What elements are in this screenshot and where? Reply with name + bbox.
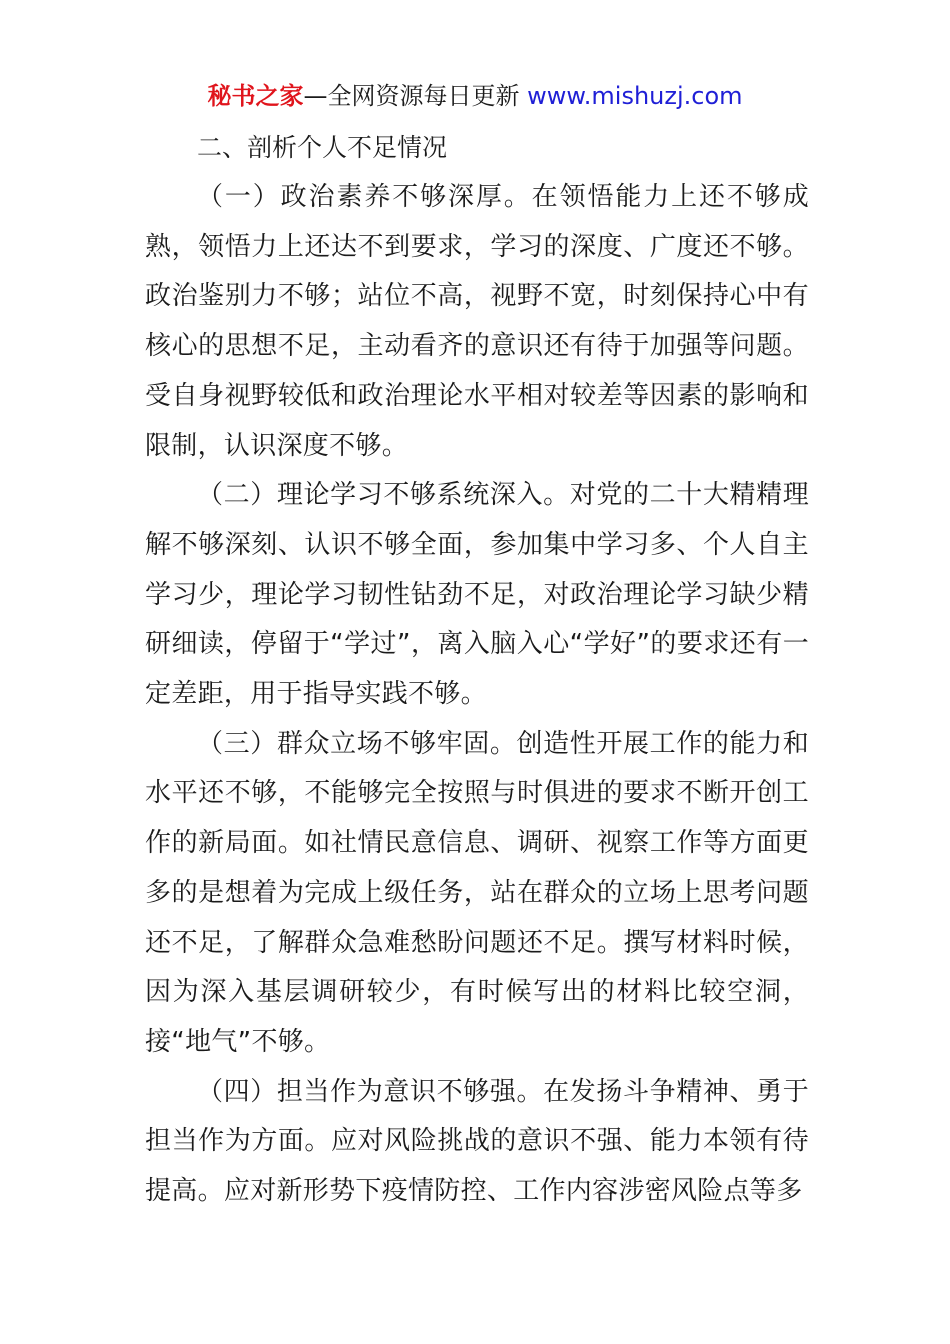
site-url-link[interactable]: www.mishuzj.com [527, 82, 743, 110]
paragraph-mass-stance: （三）群众立场不够牢固。创造性开展工作的能力和水平还不够，不能够完全按照与时俱进的要求不断开创工作的新局面。如社情民意信息、调研、视察工作等方面更多的是想着为完成上级任务，站在群众的立场上思考问题还不足，了解群众急难愁盼问题还不足。撰写材料时候，因为深入基层调研较少，有时候写出的材料比较空洞，接“地气”不够。 [145, 728, 809, 1057]
paragraph-theory-study: （二）理论学习不够系统深入。对党的二十大精精理解不够深刻、认识不够全面，参加集中学习多、个人自主学习少，理论学习韧性钻劲不足，对政治理论学习缺少精研细读，停留于“学过”，离入脑入心“学好”的要求还有一定差距，用于指导实践不够。 [145, 480, 809, 710]
brand-name: 秘书之家 [207, 82, 304, 110]
header-tagline: —全网资源每日更新 [303, 82, 528, 110]
section-title: 二、剖析个人不足情况 [197, 133, 448, 162]
paragraph-political-literacy: （一）政治素养不够深厚。在领悟能力上还不够成熟，领悟力上还达不到要求，学习的深度、广度还不够。政治鉴别力不够；站位不高，视野不宽，时刻保持心中有核心的思想不足，主动看齐的意识还有待于加强等问题。受自身视野较低和政治理论水平相对较差等因素的影响和限制，认识深度不够。 [145, 182, 809, 461]
site-header [0, 80, 950, 112]
document-body [145, 123, 809, 1217]
paragraph-responsibility: （四）担当作为意识不够强。在发扬斗争精神、勇于担当作为方面。应对风险挑战的意识不强、能力本领有待提高。应对新形势下疫情防控、工作内容涉密风险点等多 [145, 1076, 809, 1207]
